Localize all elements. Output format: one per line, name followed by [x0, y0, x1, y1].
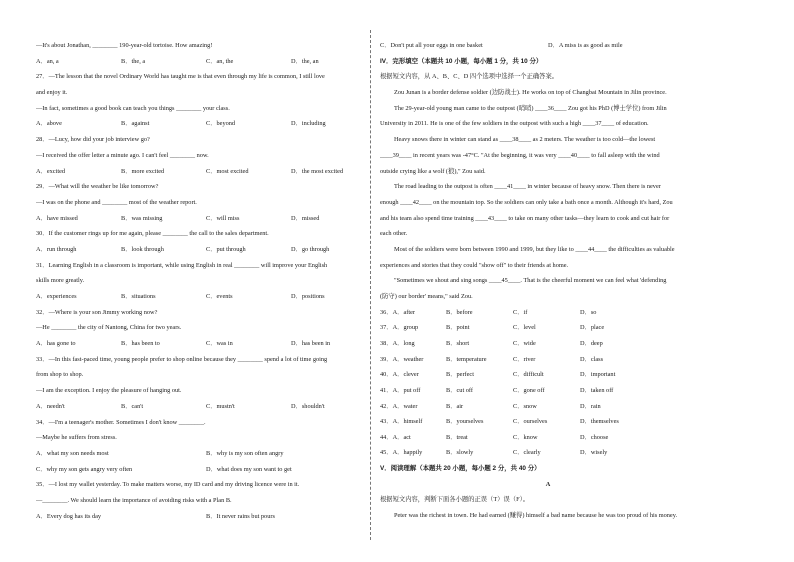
answer-option: D．the, an — [291, 57, 319, 65]
cloze-option-row — [380, 445, 716, 461]
text-line: and his team also spend time training ____43____ to take on many other tasks—they learn to cook and cut hair for — [380, 214, 670, 222]
cloze-option: D．wisely — [580, 449, 608, 457]
answer-options-row — [36, 399, 376, 415]
answer-options-row — [36, 509, 376, 525]
answer-option: B．can't — [121, 402, 144, 410]
answer-option: C．beyond — [206, 120, 236, 128]
cloze-option: D．class — [580, 355, 604, 363]
cloze-option: D．themselves — [580, 418, 619, 426]
cloze-option: C．if — [513, 308, 528, 316]
cloze-option: D．taken off — [580, 386, 614, 394]
text-line: The 29-year-old young man came to the outpost (哨哨) ____36____ Zou got his PhD (博士学位) from Jilin — [394, 104, 667, 112]
text-line: University in 2011. He is one of the few soldiers in the outpost with such a high ____37____ of education. — [380, 120, 649, 128]
answer-option: A．has gone to — [36, 340, 76, 348]
cloze-option: B．temperature — [446, 355, 487, 363]
text-line: 31．Learning English in a classroom is important, while using English in real ________ will improve your English — [36, 261, 328, 269]
text-line: —In fact, sometimes a good book can teach you things ________ your class. — [36, 104, 230, 112]
answer-option: D．has been in — [291, 340, 331, 348]
section-heading: IV．完形填空（本题共 10 小题，每小题 1 分，共 10 分） — [380, 57, 543, 65]
answer-options-row — [36, 164, 376, 180]
answer-option: B．the, a — [121, 57, 146, 65]
answer-option: B．situations — [121, 293, 156, 300]
cloze-option: B．slowly — [446, 449, 474, 457]
right-column — [380, 38, 716, 524]
text-line: Peter was the richest in town. He had earned (赚得) himself a bad name because he was too proud of his money. — [394, 512, 678, 520]
answer-option: B．has been to — [121, 340, 160, 348]
cloze-option-row — [380, 305, 716, 321]
cloze-option: 44．A．act — [380, 433, 411, 441]
cloze-option: B．air — [446, 402, 464, 410]
answer-option: A．what my son needs most — [36, 449, 109, 457]
cloze-options-grid — [380, 305, 716, 461]
cloze-option: D．so — [580, 308, 597, 316]
text-line: skills more greatly. — [36, 277, 85, 285]
answer-option: D．what does my son want to get — [206, 465, 292, 473]
text-line: 35．—I lost my wallet yesterday. To make matters worse, my ID card and my driving licence were in it. — [36, 481, 300, 489]
answer-option: C．an, the — [206, 57, 234, 65]
cloze-option: D．important — [580, 371, 616, 379]
cloze-option: D．deep — [580, 339, 603, 347]
text-line: The road leading to the outpost is often ____41____ in winter because of heavy snow. Then there is never — [394, 183, 661, 191]
text-line: 27．—The lesson that the novel Ordinary World has taught me is that even through my life is common, I still love — [36, 73, 325, 81]
cloze-option: 40．A．clever — [380, 371, 419, 379]
cloze-option: C．gone off — [513, 386, 545, 394]
answer-option: B．was missing — [121, 214, 163, 222]
text-line: 根据短文内容，从 A、B、C、D 四个选项中选择一个正确答案。 — [380, 73, 559, 81]
answer-option: A．needn't — [36, 402, 65, 410]
answer-options-row — [36, 116, 376, 132]
answer-option: A．have missed — [36, 214, 78, 222]
cloze-option: C．ourselves — [513, 418, 548, 426]
text-line: 33．—In this fast-paced time, young people prefer to shop online because they ________ spend a lot of time going — [36, 355, 328, 363]
cloze-option: B．treat — [446, 433, 468, 441]
cloze-option: C．know — [513, 433, 538, 441]
answer-option: D．including — [291, 120, 326, 128]
answer-option: A．an, a — [36, 57, 59, 65]
cloze-option-row — [380, 430, 716, 446]
answer-option: C．most excited — [206, 167, 249, 175]
answer-option: A．above — [36, 120, 62, 128]
cloze-option: D．choose — [580, 433, 609, 441]
answer-option: B．why is my son often angry — [206, 449, 284, 457]
cloze-option-row — [380, 383, 716, 399]
answer-option: C．Don't put all your eggs in one basket — [380, 42, 483, 49]
answer-options-row — [36, 242, 376, 258]
cloze-option: C．clearly — [513, 449, 541, 457]
column-divider — [370, 30, 371, 540]
text-line: 28．—Lucy, how did your job interview go? — [36, 136, 150, 144]
answer-options-row — [36, 54, 376, 70]
text-line: —He ________ the city of Nantong, China for two years. — [36, 324, 182, 332]
answer-option: B．It never rains but pours — [206, 512, 275, 520]
text-line: "Sometimes we shout and sing songs ____45____. That is the cheerful moment we can feel what 'defending — [394, 277, 667, 285]
answer-option: D．shouldn't — [291, 402, 325, 410]
cloze-option: B．short — [446, 339, 470, 347]
text-line: enough ____42____ on the mountain top. So the soldiers can only take a bath once a month. Although it's hard, Zou — [380, 198, 673, 206]
cloze-option: D．rain — [580, 402, 601, 410]
cloze-option: C．wide — [513, 339, 536, 347]
text-line: —I received the offer letter a minute ago. I can't feel ________ now. — [36, 151, 209, 159]
text-line: (防守) our border' means," said Zou. — [380, 293, 473, 300]
cloze-option: B．perfect — [446, 371, 474, 379]
answer-options-row — [380, 38, 716, 54]
cloze-option: 38．A．long — [380, 339, 415, 347]
text-line: —I am the exception. I enjoy the pleasure of hanging out. — [36, 387, 182, 395]
text-line: 29．—What will the weather be like tomorrow? — [36, 183, 159, 191]
cloze-option: B．point — [446, 324, 470, 332]
cloze-option: 41．A．put off — [380, 386, 421, 394]
answer-option: C．was in — [206, 340, 233, 348]
answer-option: D．missed — [291, 214, 320, 222]
cloze-option: 39．A．weather — [380, 355, 424, 363]
cloze-option: D．place — [580, 324, 605, 332]
answer-options-row — [36, 289, 376, 305]
cloze-option: C．river — [513, 355, 536, 363]
cloze-option: B．before — [446, 308, 473, 316]
text-line: —It's about Jonathan, ________ 190-year-old tortoise. How amazing! — [36, 42, 213, 49]
cloze-option: 45．A．happily — [380, 449, 423, 457]
text-line: Heavy snows there in winter can stand as ____38____ as 2 meters. The weather is too cold—the lowest — [394, 136, 656, 144]
text-line: 根据短文内容，判断下面各小题的正误（T）误（F）。 — [380, 496, 530, 504]
cloze-option: 37．A．group — [380, 324, 419, 332]
answer-option: A．run through — [36, 245, 77, 253]
text-line: and enjoy it. — [36, 89, 68, 97]
cloze-option: B．cut off — [446, 386, 473, 394]
answer-option: C．why my son gets angry very often — [36, 465, 133, 473]
answer-option: D．positions — [291, 293, 325, 300]
text-line: Most of the soldiers were born between 1990 and 1999, but they like to ____44____ the difficulties as valuable — [394, 245, 675, 253]
answer-option: C．events — [206, 293, 233, 300]
cloze-option: C．difficult — [513, 371, 544, 379]
cloze-option-row — [380, 336, 716, 352]
answer-option: D．the most excited — [291, 167, 344, 175]
cloze-option-row — [380, 320, 716, 336]
answer-options-row — [36, 446, 376, 462]
answer-options-row — [36, 462, 376, 478]
text-line: from shop to shop. — [36, 371, 84, 379]
text-line: each other. — [380, 230, 408, 238]
answer-option: D．go through — [291, 245, 330, 253]
passage-label: A — [545, 480, 551, 488]
answer-option: C．mustn't — [206, 402, 235, 410]
cloze-option-row — [380, 367, 716, 383]
answer-options-row — [36, 211, 376, 227]
cloze-option: 43．A．himself — [380, 418, 423, 426]
cloze-option: C．snow — [513, 402, 537, 410]
text-line: Zou Junan is a border defense soldier (边防战士). He works on top of Changbai Mountain in Jilin province. — [394, 89, 667, 97]
text-line: experiences and stories that they could "show off" to their friends at home. — [380, 261, 569, 269]
text-line: outside crying like a wolf (狼)," Zou said. — [380, 167, 486, 175]
cloze-option-row — [380, 352, 716, 368]
cloze-option: C．level — [513, 324, 536, 332]
cloze-option-row — [380, 414, 716, 430]
text-line: —Maybe he suffers from stress. — [36, 434, 117, 442]
text-line: —________. We should learn the importance of avoiding risks with a Plan B. — [36, 496, 232, 504]
answer-option: A．Every dog has its day — [36, 512, 102, 520]
text-line: 32．—Where is your son Jimmy working now? — [36, 308, 158, 316]
cloze-option: 42．A．water — [380, 402, 418, 410]
answer-option: C．put through — [206, 245, 246, 253]
cloze-passage — [380, 38, 716, 305]
cloze-option-row — [380, 399, 716, 415]
cloze-option: B．yourselves — [446, 418, 484, 426]
reading-section — [380, 461, 716, 524]
answer-option: B．more excited — [121, 167, 165, 175]
answer-option: B．against — [121, 120, 150, 128]
text-line: 30．If the customer rings up for me again, please ________ the call to the sales department. — [36, 230, 269, 238]
answer-option: A．excited — [36, 167, 66, 175]
answer-option: D．A miss is as good as mile — [548, 42, 623, 49]
text-line: —I was on the phone and ________ most of the weather report. — [36, 198, 197, 206]
left-column — [36, 38, 376, 524]
section-heading: V．阅读理解（本题共 20 小题，每小题 2 分，共 40 分） — [380, 465, 541, 473]
cloze-option: 36．A．after — [380, 308, 415, 316]
text-line: 34．—I'm a teenager's mother. Sometimes I don't know ________. — [36, 418, 206, 426]
text-line: ____39____ in recent years was -47°C. "At the beginning, it was very ____40____ to fall asleep with the wind — [380, 151, 660, 159]
answer-option: B．look through — [121, 245, 164, 253]
answer-options-row — [36, 336, 376, 352]
answer-option: C．will miss — [206, 214, 240, 222]
answer-option: A．experiences — [36, 293, 77, 300]
